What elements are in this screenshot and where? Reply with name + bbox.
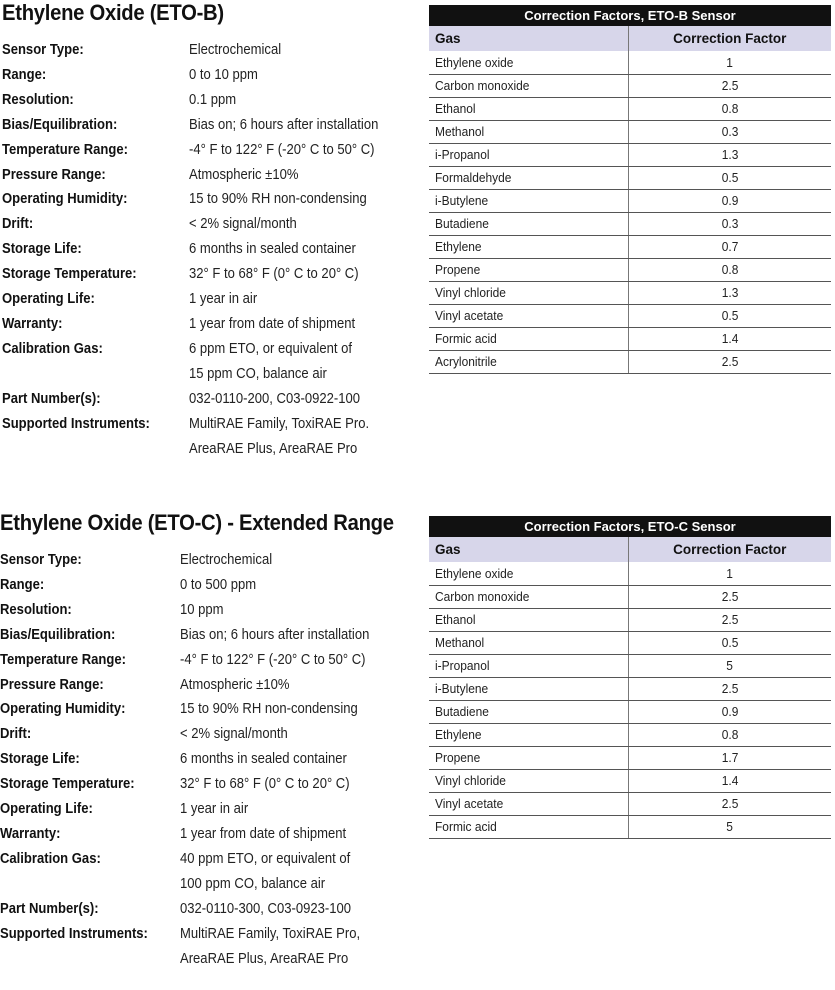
spec-value-line: 100 ppm CO, balance air [180,875,326,892]
spec-label: Range: [0,576,45,593]
gas-cell [429,700,628,723]
correction-factor-value: 2.5 [721,354,739,369]
spec-value-line: AreaRAE Plus, AreaRAE Pro [180,950,349,967]
gas-name: Ethylene [435,239,482,254]
factor-cell [628,166,831,189]
gas-cell [429,350,628,373]
gas-name: Carbon monoxide [435,589,530,604]
correction-factor-value: 1.7 [721,750,739,765]
table-row [429,608,831,631]
table-row [429,327,831,350]
spec-row [2,88,402,113]
factor-cell [628,281,831,304]
gas-name: Ethylene [435,727,482,742]
gas-cell [429,585,628,608]
spec-value-line: 32° F to 68° F (0° C to 20° C) [189,266,359,283]
gas-name: Vinyl chloride [435,285,506,300]
spec-row [2,138,402,163]
factor-cell [628,327,831,350]
gas-name: i-Butylene [435,681,489,696]
gas-cell [429,304,628,327]
spec-label: Sensor Type: [2,42,84,58]
spec-value [180,673,400,698]
correction-factor-value: 0.8 [721,727,739,742]
correction-factor-value: 0.5 [721,170,739,185]
factor-cell [628,143,831,166]
factor-cell [628,608,831,631]
factor-cell [628,97,831,120]
gas-name: Methanol [435,124,485,139]
factor-cell [628,769,831,792]
spec-value [189,387,402,412]
correction-factor-value: 2.5 [721,681,739,696]
gas-cell [429,769,628,792]
table-row [429,120,831,143]
spec-label: Temperature Range: [2,141,128,158]
spec-label: Operating Humidity: [0,701,126,718]
factor-cell [628,585,831,608]
spec-row [0,922,400,972]
spec-value [189,38,402,63]
gas-name: Propene [435,262,481,277]
spec-value [189,163,402,188]
correction-factor-value: 2.5 [721,612,739,627]
spec-row [2,337,402,387]
spec-row [2,287,402,312]
spec-label: Supported Instruments: [2,415,150,432]
spec-value [180,772,400,797]
table-row [429,51,831,74]
correction-factor-value: 0.9 [721,704,739,719]
gas-name: Ethanol [435,101,476,116]
correction-factor-value: 1 [726,565,734,581]
spec-row [2,387,402,412]
factor-cell [628,631,831,654]
spec-row [0,623,400,648]
spec-value-line: -4° F to 122° F (-20° C to 50° C) [189,141,375,158]
spec-value [189,113,402,138]
spec-label: Drift: [0,726,32,743]
spec-label: Storage Temperature: [2,266,137,283]
spec-value [180,573,400,598]
spec-value-line: 40 ppm ETO, or equivalent of [180,850,351,867]
gas-cell [429,792,628,815]
spec-value [189,262,402,287]
spec-value-line: Bias on; 6 hours after installation [189,116,379,133]
gas-name: i-Propanol [435,147,490,162]
gas-cell [429,189,628,212]
table-row [429,304,831,327]
gas-name: Formaldehyde [435,170,512,185]
gas-name: Vinyl acetate [435,796,504,811]
spec-value [180,623,400,648]
spec-label: Storage Life: [0,751,80,768]
table-row [429,74,831,97]
spec-row [0,772,400,797]
spec-value [189,312,402,337]
spec-value-line: 0.1 ppm [189,91,237,108]
spec-row [0,722,400,747]
gas-name: Butadiene [435,704,489,719]
gas-name: Formic acid [435,331,497,346]
gas-name: Vinyl chloride [435,773,506,788]
table-row [429,562,831,585]
spec-value [189,412,402,462]
correction-factor-value: 0.3 [721,216,739,231]
spec-row [2,113,402,138]
table-row [429,700,831,723]
spec-label: Resolution: [0,601,72,618]
spec-row [0,648,400,673]
spec-value-line: MultiRAE Family, ToxiRAE Pro, [180,925,361,942]
spec-label: Operating Life: [0,801,93,818]
table-row [429,212,831,235]
spec-value-line: 1 year in air [189,291,258,308]
correction-factor-value: 0.5 [721,308,739,323]
spec-value-line: 1 year in air [180,801,249,818]
table-row [429,97,831,120]
spec-value [180,897,400,922]
spec-label: Bias/Equilibration: [0,626,116,643]
spec-value-line: Bias on; 6 hours after installation [180,626,370,643]
correction-factor-value: 2.5 [721,78,739,93]
factor-cell [628,746,831,769]
correction-factor-value: 1 [726,54,734,70]
spec-value [180,722,400,747]
table-row [429,654,831,677]
column-header-correction-factor: Correction Factor [628,26,831,51]
table-row [429,677,831,700]
spec-value [189,337,402,387]
spec-row [0,897,400,922]
spec-value-line: MultiRAE Family, ToxiRAE Pro. [189,415,370,432]
spec-label: Pressure Range: [2,166,106,183]
spec-label: Storage Life: [2,241,82,258]
spec-value-line: 6 ppm ETO, or equivalent of [189,340,352,357]
factor-cell [628,792,831,815]
spec-value [180,648,400,673]
factor-cell [628,815,831,838]
correction-factor-value: 1.3 [721,285,739,300]
gas-name: Ethylene oxide [435,54,514,70]
gas-cell [429,97,628,120]
spec-label: Bias/Equilibration: [2,116,118,133]
spec-row [2,187,402,212]
spec-value-line: 0 to 500 ppm [180,576,257,593]
spec-value-line: -4° F to 122° F (-20° C to 50° C) [180,651,366,668]
factor-cell [628,700,831,723]
spec-value [180,697,400,722]
factor-cell [628,723,831,746]
factor-cell [628,74,831,97]
spec-value-line: < 2% signal/month [180,726,288,743]
spec-value-line: AreaRAE Plus, AreaRAE Pro [189,440,358,457]
correction-factor-value: 0.8 [721,101,739,116]
correction-factor-value: 1.4 [721,331,739,346]
factor-cell [628,120,831,143]
gas-name: Formic acid [435,819,497,834]
correction-factor-value: 0.9 [721,193,739,208]
spec-row [0,548,400,573]
gas-name: Butadiene [435,216,489,231]
gas-name: Ethanol [435,612,476,627]
spec-value [180,822,400,847]
correction-factor-table [429,516,831,839]
spec-row [0,697,400,722]
gas-cell [429,281,628,304]
gas-cell [429,120,628,143]
spec-value [189,212,402,237]
gas-cell [429,166,628,189]
gas-name: Vinyl acetate [435,308,504,323]
correction-factor-value: 2.5 [721,589,739,604]
spec-value-line: 15 ppm CO, balance air [189,365,327,382]
correction-factor-value: 2.5 [721,796,739,811]
table-row [429,815,831,838]
spec-value-line: Electrochemical [180,552,273,568]
spec-label: Warranty: [0,825,61,842]
correction-factor-value: 5 [726,819,734,834]
table-row [429,281,831,304]
table-row [429,769,831,792]
correction-factor-value: 5 [726,658,734,673]
spec-value-line: 32° F to 68° F (0° C to 20° C) [180,776,350,793]
spec-value [189,138,402,163]
table-caption: Correction Factors, ETO-B Sensor [429,5,831,26]
spec-row [2,312,402,337]
spec-label: Warranty: [2,315,63,332]
table-row [429,235,831,258]
spec-label: Temperature Range: [0,651,126,668]
table-row [429,189,831,212]
column-header-gas: Gas [429,26,628,51]
spec-row [2,38,402,63]
table-row [429,258,831,281]
spec-label: Resolution: [2,91,74,108]
spec-value-line: 6 months in sealed container [189,241,356,258]
spec-label: Part Number(s): [0,900,99,917]
gas-name: i-Propanol [435,658,490,673]
factor-cell [628,654,831,677]
spec-label: Operating Humidity: [2,191,128,208]
spec-value-line: Electrochemical [189,42,282,58]
factor-cell [628,562,831,585]
gas-cell [429,562,628,585]
correction-factor-value: 0.7 [721,239,739,254]
spec-list [0,548,400,971]
factor-cell [628,212,831,235]
spec-value-line: 1 year from date of shipment [180,825,347,842]
spec-label: Part Number(s): [2,390,101,407]
spec-value-line: 15 to 90% RH non-condensing [189,191,367,208]
correction-factor-value: 1.3 [721,147,739,162]
spec-row [2,212,402,237]
factor-cell [628,189,831,212]
spec-label: Calibration Gas: [2,340,103,357]
table-row [429,631,831,654]
eto-c-section [0,510,835,980]
spec-value [180,598,400,623]
factor-cell [628,677,831,700]
gas-name: Propene [435,750,481,765]
spec-value-line: 032-0110-200, C03-0922-100 [189,390,360,407]
spec-row [0,847,400,897]
spec-label: Supported Instruments: [0,925,148,942]
spec-label: Sensor Type: [0,552,82,568]
spec-row [0,822,400,847]
spec-row [2,237,402,262]
column-header-gas: Gas [429,537,628,562]
spec-value-line: 10 ppm [180,601,224,618]
spec-row [0,747,400,772]
eto-b-section [0,0,835,480]
factor-cell [628,51,831,74]
spec-value-line: 0 to 10 ppm [189,66,258,83]
spec-value [180,797,400,822]
gas-name: Acrylonitrile [435,354,497,369]
section-title: Ethylene Oxide (ETO-B) [2,0,224,25]
table-row [429,166,831,189]
spec-row [2,163,402,188]
spec-value-line: 032-0110-300, C03-0923-100 [180,900,351,917]
spec-value [180,847,400,897]
gas-cell [429,212,628,235]
spec-row [2,262,402,287]
gas-cell [429,746,628,769]
table-row [429,585,831,608]
spec-value [189,237,402,262]
gas-name: Methanol [435,635,485,650]
gas-cell [429,51,628,74]
table-row [429,746,831,769]
spec-label: Pressure Range: [0,676,104,693]
table-row [429,143,831,166]
gas-cell [429,677,628,700]
gas-name: i-Butylene [435,193,489,208]
gas-cell [429,74,628,97]
gas-cell [429,608,628,631]
spec-row [0,797,400,822]
gas-cell [429,327,628,350]
section-title: Ethylene Oxide (ETO-C) - Extended Range [0,510,394,535]
gas-cell [429,815,628,838]
factor-cell [628,235,831,258]
factor-cell [628,350,831,373]
spec-row [0,573,400,598]
correction-factor-value: 0.3 [721,124,739,139]
spec-value-line: Atmospheric ±10% [189,166,299,183]
spec-label: Calibration Gas: [0,850,101,867]
gas-name: Ethylene oxide [435,565,514,581]
table-row [429,723,831,746]
spec-row [0,673,400,698]
factor-cell [628,258,831,281]
gas-cell [429,654,628,677]
spec-label: Operating Life: [2,291,95,308]
factor-cell [628,304,831,327]
spec-value-line: Atmospheric ±10% [180,676,290,693]
table-row [429,350,831,373]
spec-value-line: < 2% signal/month [189,216,297,233]
spec-label: Storage Temperature: [0,776,135,793]
gas-cell [429,235,628,258]
gas-name: Carbon monoxide [435,78,530,93]
spec-value [180,548,400,573]
table-caption: Correction Factors, ETO-C Sensor [429,516,831,537]
gas-cell [429,143,628,166]
spec-value [189,287,402,312]
spec-value [189,187,402,212]
gas-cell [429,258,628,281]
spec-value [180,747,400,772]
spec-value-line: 1 year from date of shipment [189,315,356,332]
spec-value [180,922,400,972]
correction-factor-value: 0.8 [721,262,739,277]
spec-value-line: 6 months in sealed container [180,751,347,768]
spec-row [0,598,400,623]
gas-cell [429,723,628,746]
spec-value-line: 15 to 90% RH non-condensing [180,701,358,718]
column-header-correction-factor: Correction Factor [628,537,831,562]
gas-cell [429,631,628,654]
spec-label: Drift: [2,216,34,233]
spec-value [189,63,402,88]
correction-factor-table [429,5,831,374]
spec-label: Range: [2,66,47,83]
correction-factor-value: 0.5 [721,635,739,650]
table-row [429,792,831,815]
spec-value [189,88,402,113]
spec-list [2,38,402,461]
spec-row [2,412,402,462]
spec-row [2,63,402,88]
correction-factor-value: 1.4 [721,773,739,788]
